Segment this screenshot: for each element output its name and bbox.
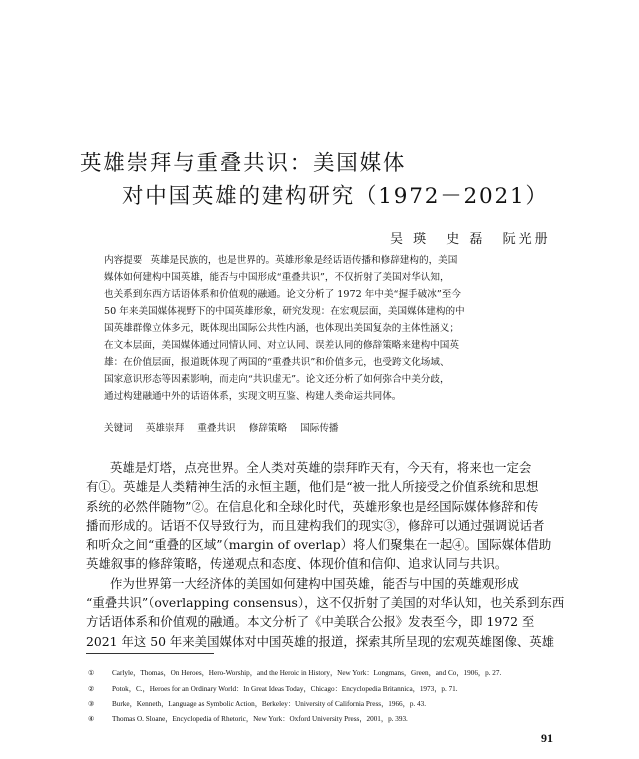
footnote [88,699,426,709]
author-list [380,228,551,247]
abstract-line: 雄：在价值层面，报道既体现了两国的“重叠共识”和价值多元，也受跨文化场域、 [104,357,450,368]
body-paragraphs [86,458,564,651]
page-number: 91 [541,731,553,745]
abstract-line: 也关系到东西方话语体系和价值观的融通。论文分析了 1972 年中美“握手破冰”至今 [104,289,461,300]
body-line: 和听众之间“重叠的区域”（margin of overlap）将人们聚集在一起④。国际媒体借助 [86,537,552,553]
body-line: 2021 年这 50 年来美国媒体对中国英雄的报道，探索其所呈现的宏观英雄图像、英雄 [86,633,555,649]
footnote [88,684,458,694]
footnote-number: ④ [88,715,95,723]
keyword: 修辞策略 [248,423,288,434]
author-name: 吴 瑛 [390,232,430,247]
body-line: 英雄是灯塔，点亮世界。全人类对英雄的崇拜昨天有，今天有，将来也一定会 [110,460,532,475]
abstract-line: 内容提要 英雄是民族的，也是世界的。英雄形象是经话语传播和修辞建构的，美国 [104,255,458,266]
keywords-label: 关键词 [104,423,133,434]
body-line: 系统的必然伴随物”②。在信息化和全球化时代，英雄形象也是经国际媒体修辞和传 [86,498,539,514]
abstract-line: 在文本层面，美国媒体通过同情认同、对立认同、误差认同的修辞策略来建构中国英 [104,340,459,351]
footnote-number: ① [88,669,95,677]
body-line: “重叠共识”（overlapping consensus），这不仅折射了美国的对华认知，也关系到东西 [86,595,565,611]
footnote [88,714,408,724]
footnote-text: Potok，C.，Heroes for an Ordinary World：In Great Ideas Today，Chicago：Encyclopedia Britannica，1973，p. 71. [112,685,458,693]
abstract-line: 国家意识形态等因素影响，而走向“共识虚无”。论文还分析了如何弥合中美分歧， [104,374,450,385]
footnote [88,668,502,678]
keyword: 英雄崇拜 [145,423,185,434]
article-title-line-1: 英雄崇拜与重叠共识：美国媒体 [80,151,407,176]
keyword: 重叠共识 [197,423,236,434]
keyword: 国际传播 [300,423,339,434]
abstract [104,252,544,405]
article-title-line-2: 对中国英雄的建构研究（1972－2021） [122,184,549,209]
footnote-text: Carlyle，Thomas，On Heroes，Hero-Worship，and the Heroic in History，New York：Longmans，Green，and Co，1906，p. 27. [112,669,502,677]
footnote-number: ② [88,685,95,693]
body-line: 方话语体系和价值观的融通。本文分析了《中美联合公报》发表至今，即 1972 至 [86,614,535,630]
keywords [104,420,339,434]
author-name: 史 磊 [446,232,486,247]
footnote-text: Burke，Kenneth，Language as Symbolic Action，Berkeley：University of California Press，1966，p. 43. [112,700,426,708]
abstract-line: 国英雄群像立体多元，既体现出国际公共性内涵，也体现出美国复杂的主体性涵义； [104,323,459,334]
body-line: 英雄叙事的修辞策略，传递观点和态度、体现价值和信仰、追求认同与共识。 [86,556,508,572]
footnote-text: Thomas O. Sloane，Encyclopedia of Rhetoric，New York：Oxford University Press，2001，p. 393. [112,715,408,723]
footnote-divider [86,653,214,654]
body-line: 有①。英雄是人类精神生活的永恒主题，他们是“被一批人所接受之价值系统和思想 [86,479,539,495]
abstract-line: 50 年来美国媒体视野下的中国英雄形象，研究发现：在宏观层面，美国媒体建构的中 [104,306,465,317]
abstract-line: 媒体如何建构中国英雄，能否与中国形成“重叠共识”，不仅折射了美国对华认知， [104,272,450,283]
author-name: 阮光册 [502,232,551,247]
abstract-line: 通过构建融通中外的话语体系，实现文明互鉴、构建人类命运共同体。 [104,391,402,402]
abstract-label: 内容提要 [104,255,143,266]
footnote-number: ③ [88,700,95,708]
body-line: 播而形成的。话语不仅导致行为，而且建构我们的现实③，修辞可以通过强调说话者 [86,517,545,533]
body-line: 作为世界第一大经济体的美国如何建构中国英雄，能否与中国的英雄观形成 [110,575,519,591]
